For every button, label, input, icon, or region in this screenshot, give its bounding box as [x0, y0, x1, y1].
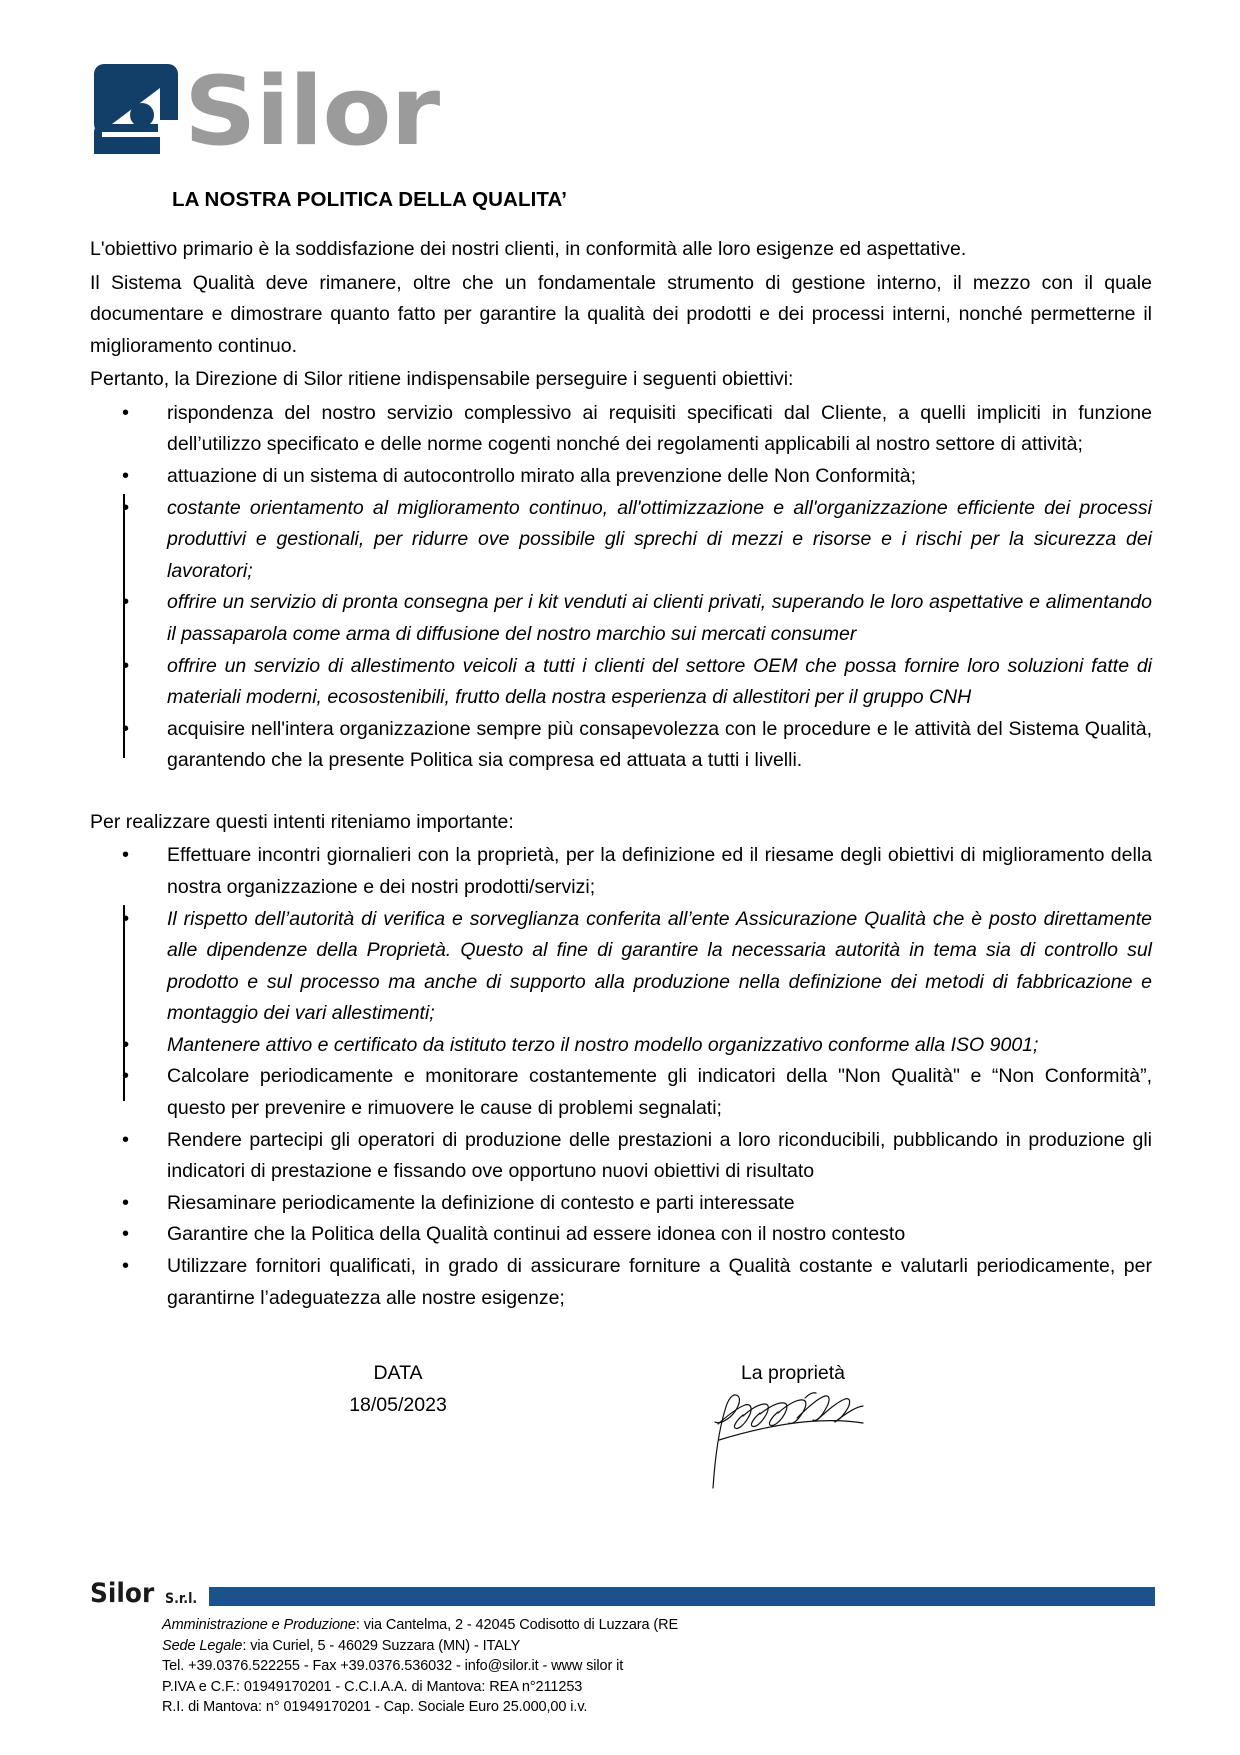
intro-paragraph-2: Il Sistema Qualità deve rimanere, oltre che un fondamentale strumento di gestione interno, il mezzo con il quale documentare e dimostrare quanto fatto per garantire la qualità dei prodotti e dei processi interni, nonché permetterne il miglioramento continuo. — [90, 271, 1152, 357]
list-item: • Mantenere attivo e certificato da istituto terzo il nostro modello organizzativo conforme alla ISO 9001; — [90, 1030, 1152, 1062]
footer-line-text: : via Curiel, 5 - 46029 Suzzara (MN) - ITALY — [242, 1637, 521, 1654]
list-item: • costante orientamento al miglioramento continuo, all'ottimizzazione e all'organizzazione efficiente dei processi produttivi e gestionali, per ridurre ove possibile gli sprechi di mezzi e risorse e i rischi per la sicurezza dei lavoratori; — [90, 493, 1152, 588]
footer-line-label: Sede Legale — [162, 1637, 243, 1654]
means-list — [90, 840, 1152, 1314]
list-item: • Il rispetto dell’autorità di verifica e sorveglianza conferita all’ente Assicurazione Qualità che è posto direttamente alle dipendenze della Proprietà. Questo al fine di garantire la necessaria autorità in tema sia di controllo sul prodotto e sul processo ma anche di supporto alla produzione nella definizione dei metodi di fabbricazione e montaggio dei vari allestimenti; — [90, 904, 1152, 1030]
list-item: • Riesaminare periodicamente la definizione di contesto e parti interessate — [90, 1188, 1152, 1220]
document-body — [90, 188, 1152, 1508]
silor-logo-mark-icon — [92, 62, 180, 162]
intro-paragraph-3: Pertanto, la Direzione di Silor ritiene indispensabile perseguire i seguenti obiettivi: — [90, 368, 794, 391]
page-title: LA NOSTRA POLITICA DELLA QUALITA’ — [172, 188, 568, 211]
page-footer — [90, 1575, 1155, 1718]
means-heading: Per realizzare questi intenti riteniamo importante: — [90, 810, 514, 833]
intro-paragraph-1: L'obiettivo primario è la soddisfazione dei nostri clienti, in conformità alle loro esigenze ed aspettative. — [90, 238, 967, 260]
footer-line — [162, 1697, 1155, 1718]
list-item: • acquisire nell'intera organizzazione sempre più consapevolezza con le procedure e le attività del Sistema Qualità, garantendo che la presente Politica sia compresa ed attuata a tutti i livelli. — [90, 714, 1152, 777]
list-item: • Utilizzare fornitori qualificati, in grado di assicurare forniture a Qualità costante e valutarli periodicamente, per garantirne l’adeguatezza alle nostre esigenze; — [90, 1251, 1152, 1314]
owner-label: La proprietà — [740, 1362, 846, 1385]
handwritten-signature — [685, 1380, 895, 1490]
date-label: DATA — [373, 1362, 423, 1385]
list-item: • attuazione di un sistema di autocontrollo mirato alla prevenzione delle Non Conformità; — [90, 461, 1152, 493]
footer-line-text: R.I. di Mantova: n° 01949170201 - Cap. Sociale Euro 25.000,00 i.v. — [162, 1699, 588, 1716]
footer-line-text: P.IVA e C.F.: 01949170201 - C.C.I.A.A. di Mantova: REA n°211253 — [162, 1678, 583, 1695]
footer-line — [162, 1615, 1155, 1636]
list-item: • Calcolare periodicamente e monitorare costantemente gli indicatori della "Non Qualità" e “Non Conformità”, questo per prevenire e rimuovere le cause di problemi segnalati; — [90, 1061, 1152, 1124]
signature-date — [308, 1358, 488, 1421]
footer-line-text: Tel. +39.0376.522255 - Fax +39.0376.536032 - info@silor.it - www silor it — [162, 1658, 624, 1675]
company-logo — [92, 56, 440, 167]
date-value: 18/05/2023 — [349, 1393, 447, 1416]
footer-line-text: : via Cantelma, 2 - 42045 Codisotto di Luzzara (RE — [355, 1617, 679, 1633]
means-list-wrap — [90, 840, 1152, 1314]
footer-line — [162, 1677, 1155, 1698]
list-item: • rispondenza del nostro servizio complessivo ai requisiti specificati dal Cliente, a quelli impliciti in funzione dell’utilizzo specificato e delle norme cogenti nonché dei regolamenti applicabili al nostro settore di attività; — [90, 398, 1152, 461]
footer-company-suffix: S.r.l. — [164, 1591, 198, 1607]
logo-wordmark: Silor — [184, 56, 440, 167]
footer-line — [162, 1636, 1155, 1657]
footer-contact-info — [162, 1615, 1155, 1718]
objectives-list — [90, 398, 1152, 777]
footer-line-label: Amministrazione e Produzione — [162, 1617, 356, 1633]
footer-header-row — [90, 1575, 1155, 1607]
list-item: • Garantire che la Politica della Qualità continui ad essere idonea con il nostro contesto — [90, 1219, 1152, 1251]
list-item: • offrire un servizio di pronta consegna per i kit venduti ai clienti privati, superando le loro aspettative e alimentando il passaparola come arma di diffusione del nostro marchio sui mercati consumer — [90, 587, 1152, 650]
footer-divider-bar — [209, 1587, 1155, 1606]
list-item: • Rendere partecipi gli operatori di produzione delle prestazioni a loro riconducibili, pubblicando in produzione gli indicatori di prestazione e fissando ove opportuno nuovi obiettivi di risultato — [90, 1125, 1152, 1188]
list-item: • Effettuare incontri giornalieri con la proprietà, per la definizione ed il riesame degli obiettivi di miglioramento della nostra organizzazione e dei nostri prodotti/servizi; — [90, 840, 1152, 903]
footer-line — [162, 1656, 1155, 1677]
footer-company-name: Silor — [90, 1578, 155, 1609]
objectives-list-wrap — [90, 398, 1152, 777]
list-item: • offrire un servizio di allestimento veicoli a tutti i clienti del settore OEM che possa fornire loro soluzioni fatte di materiali moderni, ecosostenibili, frutto della nostra esperienza di allestitori per il gruppo CNH — [90, 651, 1152, 714]
signature-block — [90, 1358, 1152, 1508]
